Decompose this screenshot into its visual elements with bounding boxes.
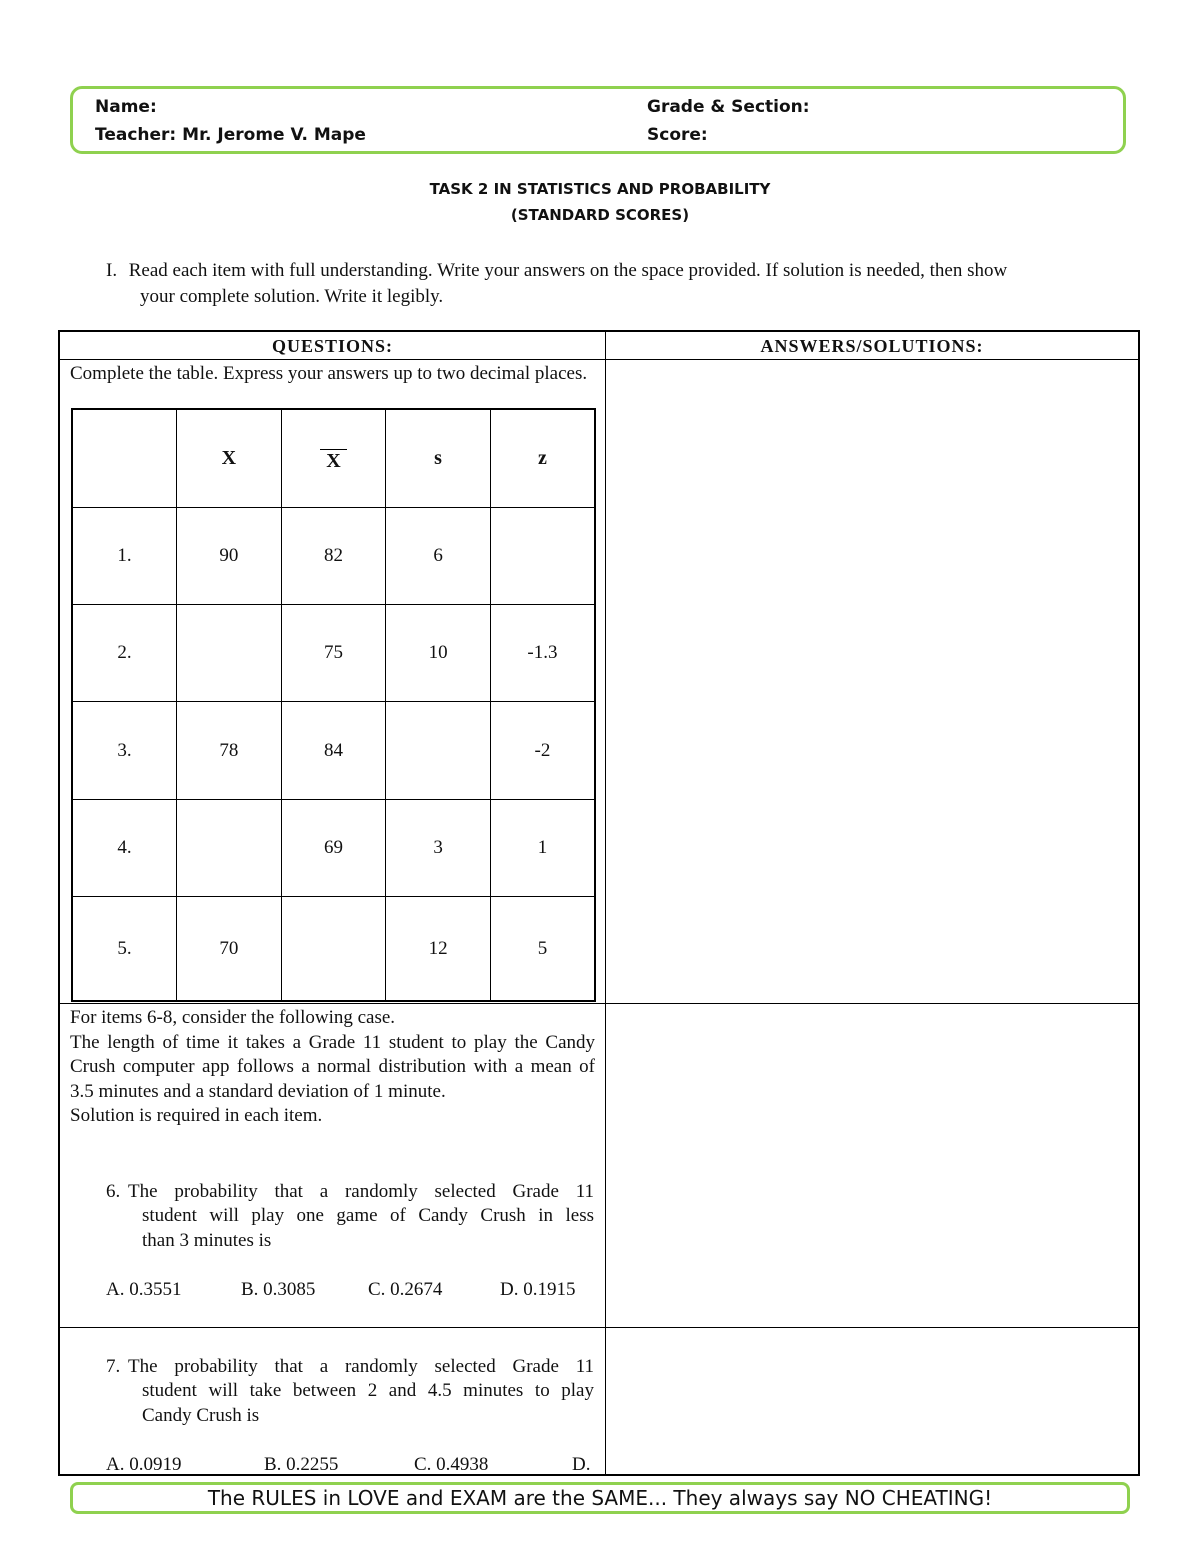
table-header-row	[72, 409, 595, 507]
header-cell-blank	[72, 409, 177, 507]
row-number: 3.	[72, 702, 177, 799]
row-number: 2.	[72, 605, 177, 702]
case-description: The length of time it takes a Grade 11 student to play the Candy Crush computer app follows a normal distribution with a mean of 3.5 minutes and a standard deviation of 1 minute.	[70, 1031, 595, 1102]
item-7-line1: The probability that a randomly selected Grade 11	[128, 1356, 594, 1377]
item-6-line2: student will play one game of Candy Crush in less	[142, 1205, 594, 1226]
row-divider-1	[60, 1003, 1138, 1004]
choice-a: A. 0.0919	[106, 1454, 182, 1475]
cell-x	[177, 799, 282, 896]
xbar-symbol: X	[320, 449, 346, 472]
row-divider-2	[60, 1327, 1138, 1328]
cell-z	[490, 507, 595, 604]
table-prompt: Complete the table. Express your answers up to two decimal places.	[70, 363, 588, 384]
item-6-line1: The probability that a randomly selected Grade 11	[128, 1181, 594, 1202]
table-row	[72, 702, 595, 799]
cell-s: 6	[386, 507, 491, 604]
header-cell-z: z	[490, 409, 595, 507]
choice-d: D. 0.1915	[500, 1279, 576, 1300]
cell-xbar: 84	[281, 702, 386, 799]
choice-b: B. 0.2255	[264, 1454, 339, 1475]
table-row	[72, 897, 595, 1001]
student-info-box	[70, 86, 1126, 154]
cell-x	[177, 605, 282, 702]
footer-text: The RULES in LOVE and EXAM are the SAME... They always say NO CHEATING!	[207, 1486, 993, 1510]
score-label: Score:	[647, 125, 708, 145]
header-cell-x: X	[177, 409, 282, 507]
cell-xbar: 75	[281, 605, 386, 702]
cell-x: 90	[177, 507, 282, 604]
document-subtitle: (STANDARD SCORES)	[510, 206, 690, 224]
name-label: Name:	[95, 97, 157, 117]
choice-b: B. 0.3085	[241, 1279, 316, 1300]
row-number: 1.	[72, 507, 177, 604]
solution-note: Solution is required in each item.	[70, 1105, 323, 1126]
case-intro	[70, 1006, 595, 1129]
choice-d: D.	[572, 1454, 591, 1475]
cell-z: 5	[490, 897, 595, 1001]
item-7-line3: Candy Crush is	[142, 1405, 260, 1426]
cell-s: 12	[386, 897, 491, 1001]
choice-a: A. 0.3551	[106, 1279, 182, 1300]
header-divider	[60, 359, 1138, 360]
teacher-label: Teacher: Mr. Jerome V. Mape	[95, 125, 366, 145]
cell-s: 3	[386, 799, 491, 896]
cell-x: 70	[177, 897, 282, 1001]
header-cell-xbar	[281, 409, 386, 507]
document-title: TASK 2 IN STATISTICS AND PROBABILITY	[429, 180, 771, 198]
header-cell-s: s	[386, 409, 491, 507]
instruction-number: I.	[106, 260, 118, 281]
row-number: 4.	[72, 799, 177, 896]
cell-z: 1	[490, 799, 595, 896]
footer-banner	[70, 1482, 1130, 1514]
table-row	[72, 507, 595, 604]
choice-c: C. 0.4938	[414, 1454, 489, 1475]
instruction	[106, 258, 1130, 310]
questions-answers-table	[58, 330, 1140, 1476]
answers-column-header: ANSWERS/SOLUTIONS:	[760, 336, 984, 356]
cell-xbar	[281, 897, 386, 1001]
cell-z: -1.3	[490, 605, 595, 702]
instruction-line1: Read each item with full understanding. Write your answers on the space provided. If solution is needed, then show	[128, 260, 1008, 281]
instruction-line2: your complete solution. Write it legibly.	[140, 286, 444, 307]
standard-scores-table	[71, 408, 596, 1002]
table-row	[72, 605, 595, 702]
item-6-number: 6.	[106, 1181, 121, 1202]
cell-xbar: 69	[281, 799, 386, 896]
cell-s: 10	[386, 605, 491, 702]
row-number: 5.	[72, 897, 177, 1001]
questions-column-header: QUESTIONS:	[271, 336, 394, 356]
item-7-number: 7.	[106, 1356, 121, 1377]
grade-section-label: Grade & Section:	[647, 97, 810, 117]
table-row	[72, 799, 595, 896]
item-7-line2: student will take between 2 and 4.5 minutes to play	[142, 1380, 594, 1401]
cell-x: 78	[177, 702, 282, 799]
column-divider	[605, 332, 606, 1474]
case-intro-line: For items 6-8, consider the following case.	[70, 1007, 396, 1028]
item-6-line3: than 3 minutes is	[142, 1230, 272, 1251]
cell-z: -2	[490, 702, 595, 799]
cell-s	[386, 702, 491, 799]
cell-xbar: 82	[281, 507, 386, 604]
choice-c: C. 0.2674	[368, 1279, 443, 1300]
